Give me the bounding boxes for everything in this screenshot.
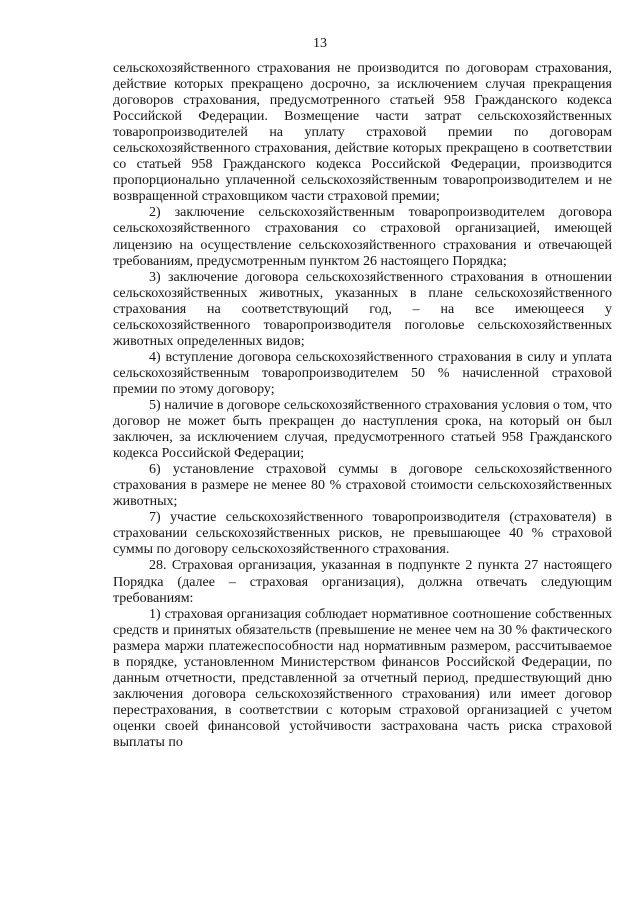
paragraph-item-6: 6) установление страховой суммы в договоре сельскохозяйственного страхования в размере не менее 80 % страховой стоимости сельскохозяйственных животных; — [113, 462, 612, 510]
paragraph-item-5: 5) наличие в договоре сельскохозяйственного страхования условия о том, что договор не может быть прекращен до наступления срока, на который он был заключен, за исключением случая, предусмотренного статьей 958 Гражданского кодекса Российской Федерации; — [113, 397, 612, 462]
paragraph-continuation: сельскохозяйственного страхования не производится по договорам страхования, действие которых прекращено досрочно, за исключением случая прекращения договоров страхования, предусмотренного статьей 958 Гражданского кодекса Российской Федерации. Возмещение части затрат сельскохозяйственных товаропроизводителей на уплату страховой премии по договорам сельскохозяйственного страхования, действие которых прекращено в соответствии со статьей 958 Гражданского кодекса Российской Федерации, производится пропорционально уплаченной сельскохозяйственным товаропроизводителем и не возвращенной страховщиком части страховой премии; — [113, 61, 612, 205]
document-body — [113, 61, 612, 751]
paragraph-item-7: 7) участие сельскохозяйственного товаропроизводителя (страхователя) в страховании сельскохозяйственных рисков, не превышающее 40 % страховой суммы по договору сельскохозяйственного страхования. — [113, 510, 612, 558]
page-number: 13 — [313, 36, 327, 51]
paragraph-item-4: 4) вступление договора сельскохозяйственного страхования в силу и уплата сельскохозяйственным товаропроизводителем 50 % начисленной страховой премии по этому договору; — [113, 349, 612, 397]
paragraph-section-28: 28. Страховая организация, указанная в подпункте 2 пункта 27 настоящего Порядка (далее – страховая организация), должна отвечать следующим требованиям: — [113, 558, 612, 606]
paragraph-item-3: 3) заключение договора сельскохозяйственного страхования в отношении сельскохозяйственных животных, указанных в плане сельскохозяйственного страхования на соответствующий год, – на все имеющееся у сельскохозяйственного товаропроизводителя поголовье сельскохозяйственных животных определенных видов; — [113, 269, 612, 349]
paragraph-item-2: 2) заключение сельскохозяйственным товаропроизводителем договора сельскохозяйственного страхования со страховой организацией, имеющей лицензию на осуществление сельскохозяйственного страхования и отвечающей требованиям, предусмотренным пунктом 26 настоящего Порядка; — [113, 205, 612, 269]
paragraph-section-28-item-1: 1) страховая организация соблюдает нормативное соотношение собственных средств и принятых обязательств (превышение не менее чем на 30 % фактического размера маржи платежеспособности над нормативным размером, рассчитываемое в порядке, установленном Министерством финансов Российской Федерации, по данным отчетности, представленной за отчетный период, предшествующий дню заключения договора сельскохозяйственного страхования) или имеет договор перестрахования, в соответствии с которым страховой организацией с учетом оценки своей финансовой устойчивости застрахована часть риска страховой выплаты по — [113, 606, 612, 750]
